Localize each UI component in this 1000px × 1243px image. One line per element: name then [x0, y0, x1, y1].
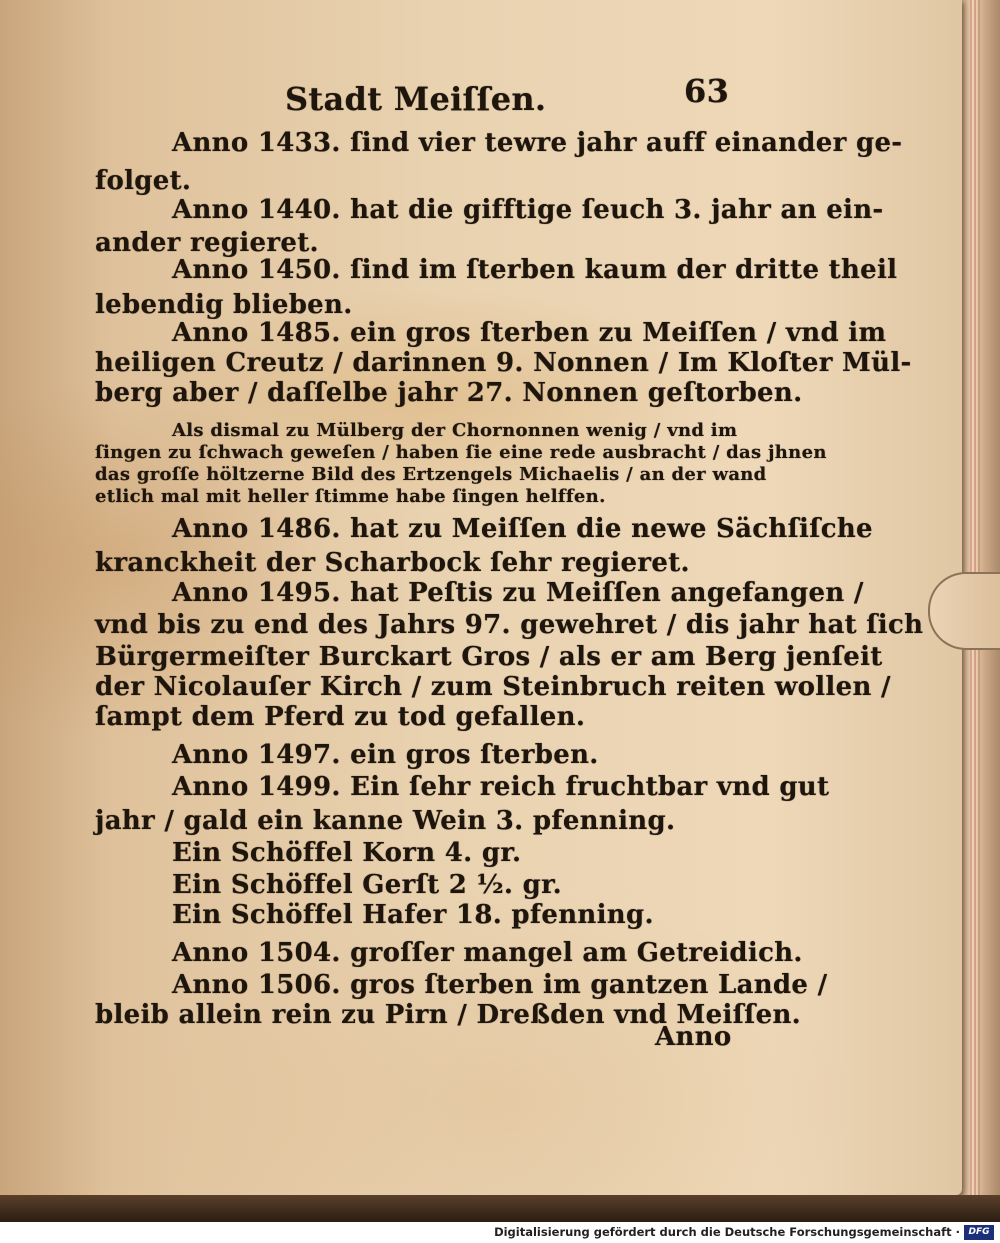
text-line: Anno 1495. hat Peſtis zu Meiſſen angefangen /: [172, 578, 864, 608]
text-line: Anno 1506. gros ſterben im gantzen Lande /: [172, 970, 828, 1000]
text-line: Anno 1504. groſſer mangel am Getreidich.: [172, 938, 803, 968]
text-line: Anno 1499. Ein ſehr reich fruchtbar vnd gut: [172, 772, 830, 802]
text-line: berg aber / daſſelbe jahr 27. Nonnen geſtorben.: [95, 378, 803, 408]
text-line: kranckheit der Scharbock ſehr regieret.: [95, 548, 690, 578]
text-line: der Nicolauſer Kirch / zum Steinbruch reiten wollen /: [95, 672, 891, 702]
page-number: 63: [684, 72, 730, 110]
text-line: Anno 1450. ſind im ſterben kaum der dritte theil: [172, 255, 898, 285]
text-line: vnd bis zu end des Jahrs 97. gewehret / dis jahr hat ſich: [95, 610, 924, 640]
running-head: Stadt Meiſſen.: [285, 80, 547, 118]
text-line: folget.: [95, 166, 192, 196]
funding-credit: Digitalisierung gefördert durch die Deutsche Forschungsgemeinschaft ·: [494, 1225, 960, 1239]
text-line: lebendig blieben.: [95, 290, 353, 320]
bookmark-clip: [928, 572, 1000, 650]
text-line: Anno 1497. ein gros ſterben.: [172, 740, 599, 770]
text-line: ſampt dem Pferd zu tod gefallen.: [95, 702, 586, 732]
text-line: ander regieret.: [95, 228, 319, 258]
dfg-logo-icon: DFG: [964, 1225, 994, 1240]
text-line: Anno 1485. ein gros ſterben zu Meiſſen / vnd im: [172, 318, 887, 348]
text-line: jahr / gald ein kanne Wein 3. pfenning.: [95, 806, 676, 836]
text-line: bleib allein rein zu Pirn / Dreßden vnd Meiſſen.: [95, 1000, 802, 1030]
text-line: heiligen Creutz / darinnen 9. Nonnen / Im Kloſter Mül-: [95, 348, 912, 378]
catchword: Anno: [655, 1022, 732, 1052]
footer-bar: [0, 1222, 1000, 1243]
text-line: Anno 1433. ſind vier tewre jahr auff einander ge-: [172, 128, 903, 158]
note-line: das groſſe höltzerne Bild des Ertzengels Michaelis / an der wand: [95, 464, 767, 485]
text-line: Ein Schöffel Gerſt 2 ½. gr.: [172, 870, 563, 900]
note-line: etlich mal mit heller ſtimme habe ſingen helffen.: [95, 486, 606, 507]
text-line: Bürgermeiſter Burckart Gros / als er am Berg jenſeit: [95, 642, 883, 672]
text-line: Ein Schöffel Korn 4. gr.: [172, 838, 522, 868]
text-line: Ein Schöffel Hafer 18. pfenning.: [172, 900, 654, 930]
text-line: Anno 1440. hat die gifftige ſeuch 3. jahr an ein-: [172, 195, 884, 225]
text-line: Anno 1486. hat zu Meiſſen die newe Sächſiſche: [172, 514, 873, 544]
book-bottom-edge: [0, 1195, 1000, 1222]
note-line: Als dismal zu Mülberg der Chornonnen wenig / vnd im: [172, 420, 738, 441]
note-line: ſingen zu ſchwach geweſen / haben ſie eine rede ausbracht / das jhnen: [95, 442, 827, 463]
